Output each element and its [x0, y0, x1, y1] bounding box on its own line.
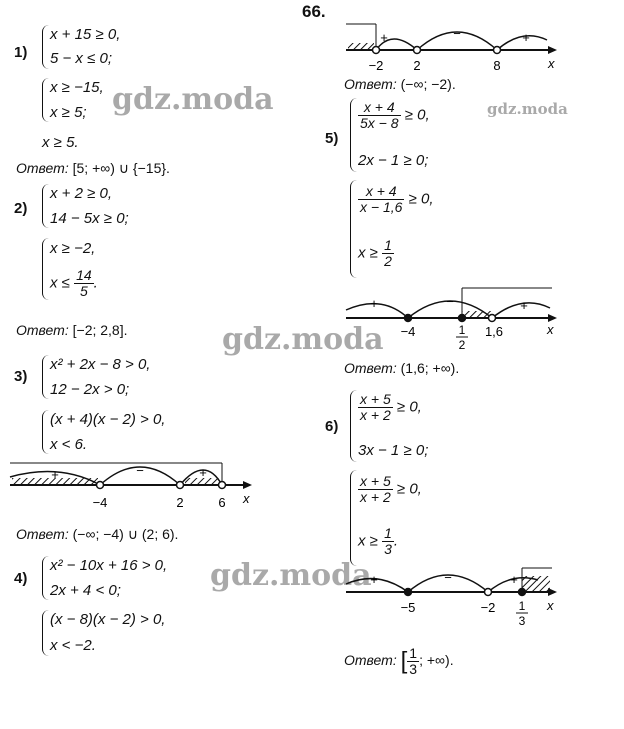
sign-label: + [520, 298, 528, 313]
closed-point [405, 315, 412, 322]
fraction-numerator: x + 5 [360, 473, 391, 489]
open-point [177, 482, 184, 489]
result-line: x ≥ 5. [42, 134, 79, 151]
tick-label: −4 [92, 495, 108, 510]
inequality-prefix: x ≥ [358, 532, 378, 550]
fraction-numerator: 14 [76, 267, 92, 283]
axis-variable: x [547, 322, 554, 337]
axis-arrow [548, 46, 557, 54]
fraction-denominator: 3 [384, 541, 392, 557]
answer-label: Ответ: [16, 160, 69, 176]
system-brace [42, 25, 49, 69]
inequality-suffix: ≥ 0, [396, 398, 422, 416]
tick-label: 1,6 [484, 324, 504, 339]
equation-line: x² + 2x − 8 > 0, [50, 356, 151, 373]
tick-label: 3 [518, 614, 526, 628]
fraction [382, 238, 394, 269]
inequality-suffix: ≥ 0, [396, 480, 422, 498]
open-point [219, 482, 226, 489]
number-line [342, 18, 564, 76]
watermark: gdz.moda [112, 82, 274, 117]
inequality-prefix: x ≥ [358, 244, 378, 262]
inequality-prefix: x ≤ [50, 274, 70, 292]
answer-line [16, 160, 170, 177]
open-point [489, 315, 496, 322]
watermark: gdz.moda [222, 322, 384, 357]
sign-label: + [510, 572, 518, 587]
answer-bracket: [ [400, 647, 408, 675]
tick-label: 1 [518, 599, 526, 613]
fraction [407, 646, 419, 677]
equation-line: x ≥ −15, [50, 79, 104, 96]
system-brace [42, 556, 49, 600]
sign-label: + [522, 30, 530, 45]
closed-point [405, 589, 412, 596]
equation-line: x ≥ −2, [50, 240, 96, 257]
equation-line: 5 − x ≤ 0; [50, 50, 113, 67]
equation-line: 3x − 1 ≥ 0; [358, 442, 429, 459]
system-brace [42, 410, 49, 454]
equation-line: x ≥ $\frac{1}{3}$ . [358, 525, 399, 557]
answer-line [16, 526, 178, 543]
sign-label: + [199, 465, 207, 480]
equation-line [358, 238, 394, 269]
fraction-numerator: x + 4 [358, 184, 404, 200]
answer-line [344, 76, 456, 92]
open-point [97, 482, 104, 489]
sign-label: − [136, 463, 144, 478]
fraction-numerator: 1 [384, 237, 392, 253]
equation-line [358, 474, 422, 505]
equation-line: x ≤ $\frac{14}{5}$ . [50, 267, 98, 299]
answer-label: Ответ: [344, 652, 397, 669]
equation-line: x < 6. [50, 436, 88, 453]
equation-line: x < −2. [50, 637, 96, 654]
fraction-denominator: 2 [384, 253, 392, 269]
answer-line [16, 322, 128, 338]
equation-line [358, 392, 422, 423]
axis-variable: x [547, 598, 554, 613]
tick-label: 6 [218, 495, 226, 510]
equation-line: 12 − 2x > 0; [50, 381, 130, 398]
inequality-suffix: ≥ 0, [408, 190, 434, 208]
tick-label: 1 [458, 323, 466, 337]
answer-line [344, 646, 454, 677]
system-brace [350, 470, 357, 566]
tick-label: −2 [480, 600, 496, 615]
fraction-numerator: x + 4 [358, 100, 401, 116]
equation-line: 2x − 1 ≥ 0; [358, 152, 429, 169]
number-line [342, 562, 564, 638]
problem-label: 5) [325, 130, 339, 147]
tick-label: 2 [176, 495, 184, 510]
system-brace [42, 610, 49, 656]
equation-line: x + 15 ≥ 0, [50, 26, 121, 43]
hatched-region [348, 43, 374, 49]
equation-line: x + 2 ≥ 0, [50, 185, 113, 202]
equation-line: 2x + 4 < 0; [50, 582, 121, 599]
problem-label: 1) [14, 44, 28, 61]
problem-label: 2) [14, 200, 28, 217]
fraction-denominator: x + 2 [360, 407, 391, 423]
fraction [74, 268, 94, 299]
tick-label: 2 [458, 338, 466, 352]
tick-label: 2 [413, 58, 421, 73]
fraction-numerator: x + 5 [360, 391, 391, 407]
answer-label: Ответ: [344, 360, 397, 376]
open-point [373, 47, 380, 54]
system-brace [42, 78, 49, 122]
open-point [485, 589, 492, 596]
tick-label: −4 [400, 324, 416, 339]
answer-value: [5; +∞) ∪ {−15}. [72, 160, 170, 176]
sign-label: − [446, 294, 454, 309]
answer-value: (−∞; −4) ∪ (2; 6). [72, 526, 179, 542]
watermark: gdz.moda [210, 558, 372, 593]
fraction-denominator: x + 2 [360, 489, 391, 505]
sign-label: − [453, 26, 461, 41]
open-point [414, 47, 421, 54]
axis-arrow [243, 481, 252, 489]
number-line [0, 455, 260, 515]
equation-line [358, 184, 434, 215]
sign-label: + [370, 296, 378, 311]
fraction-numerator: 1 [384, 525, 392, 541]
fraction [358, 474, 393, 505]
fraction [358, 184, 404, 215]
equation-line [358, 100, 430, 131]
tick-label: −2 [368, 58, 384, 73]
sign-label: − [444, 570, 452, 585]
equation-line: (x + 4)(x − 2) > 0, [50, 411, 166, 428]
sign-label: + [380, 30, 388, 45]
answer-line [344, 360, 459, 376]
equation-line: 14 − 5x ≥ 0; [50, 210, 129, 227]
answer-value: [−2; 2,8]. [72, 322, 128, 338]
fraction-numerator: 1 [409, 645, 418, 661]
tick-label: −5 [400, 600, 416, 615]
system-brace [42, 238, 49, 300]
page-number: 66. [302, 2, 326, 21]
fraction-denominator: x − 1,6 [360, 199, 403, 215]
answer-label: Ответ: [344, 76, 397, 92]
axis-variable: x [243, 491, 250, 506]
system-brace [350, 390, 357, 462]
closed-point [519, 589, 526, 596]
equation-line: x ≥ 5; [50, 104, 87, 121]
problem-label: 4) [14, 570, 28, 587]
number-line [342, 282, 564, 354]
tick-label: 8 [493, 58, 501, 73]
sign-label: + [51, 467, 59, 482]
fraction-denominator: 3 [409, 661, 418, 677]
answer-value: (1,6; +∞). [400, 360, 460, 376]
answer-value: ; +∞). [419, 652, 454, 669]
answer-label: Ответ: [16, 322, 69, 338]
watermark: gdz.moda [487, 100, 568, 118]
equation-line: x² − 10x + 16 > 0, [50, 557, 168, 574]
axis-arrow [548, 314, 557, 322]
open-point [494, 47, 501, 54]
equation-line: (x − 8)(x − 2) > 0, [50, 611, 166, 628]
axis-variable: x [548, 56, 555, 71]
inequality-suffix: ≥ 0, [404, 106, 430, 124]
sign-label: + [370, 572, 378, 587]
fraction-denominator: 5x − 8 [360, 115, 399, 131]
closed-point [459, 315, 466, 322]
answer-label: Ответ: [16, 526, 69, 542]
problem-label: 3) [14, 368, 28, 385]
fraction [358, 100, 401, 131]
problem-label: 6) [325, 418, 339, 435]
system-brace [42, 184, 49, 228]
fraction-denominator: 5 [79, 283, 88, 299]
fraction [382, 526, 394, 557]
answer-value: (−∞; −2). [400, 76, 456, 92]
system-brace [42, 355, 49, 399]
system-brace [350, 98, 357, 172]
system-brace [350, 180, 357, 278]
fraction [358, 392, 393, 423]
